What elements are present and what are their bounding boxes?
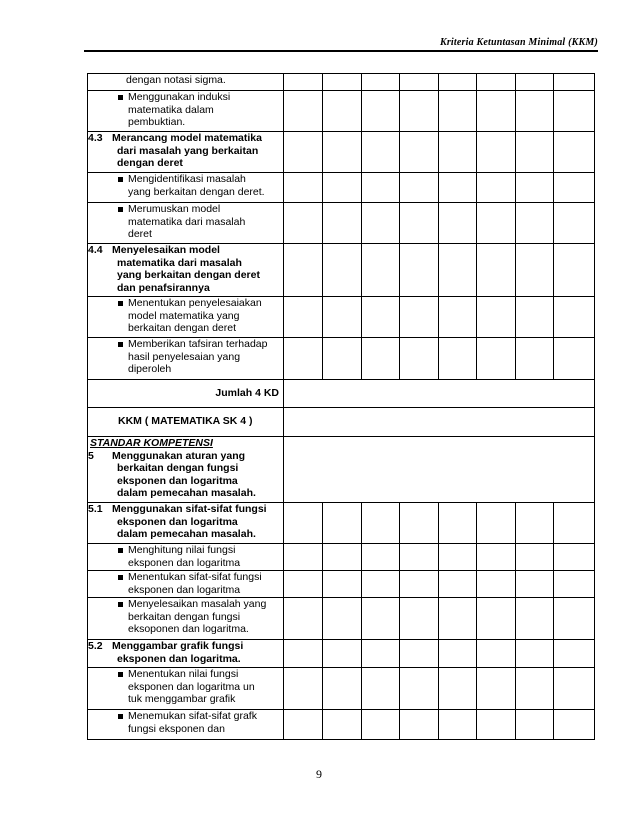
score-cell[interactable] [362, 132, 400, 173]
kkm-table [87, 73, 595, 740]
competency-text: Menggunakan sifat-sifat fungsi [112, 503, 267, 515]
score-cell[interactable] [554, 710, 595, 740]
score-cell[interactable] [362, 710, 400, 740]
indicator-item [88, 571, 284, 598]
jumlah-kd-cell: Jumlah 4 KD [88, 380, 284, 408]
table-row [88, 544, 595, 571]
score-cell[interactable] [477, 668, 516, 710]
score-cell[interactable] [400, 710, 439, 740]
competency-text: Merancang model matematika [112, 132, 262, 144]
score-cell[interactable] [516, 203, 554, 244]
competency-line [88, 487, 283, 500]
indicator-line: pembuktian. [128, 116, 186, 128]
score-cell[interactable] [516, 338, 554, 380]
score-cell[interactable] [554, 173, 595, 203]
score-cell[interactable] [323, 668, 362, 710]
score-cell[interactable] [400, 297, 439, 338]
score-cell[interactable] [516, 297, 554, 338]
competency-text: dalam pemecahan masalah. [117, 487, 256, 499]
kompetensi-dasar-cell [88, 640, 284, 668]
score-cell[interactable] [516, 244, 554, 297]
competency-line [88, 450, 283, 463]
score-cell[interactable] [554, 203, 595, 244]
score-cell[interactable] [477, 74, 516, 91]
table-row [88, 173, 595, 203]
indicator-line: yang berkaitan dengan deret. [128, 185, 265, 198]
score-cell[interactable] [516, 640, 554, 668]
score-cell[interactable] [439, 503, 477, 544]
indicator-text [88, 544, 283, 569]
competency-line [88, 653, 283, 666]
competency-number: 5.1 [88, 503, 103, 515]
score-cell[interactable] [477, 91, 516, 132]
score-cell[interactable] [439, 338, 477, 380]
kkm-table-body [88, 74, 595, 740]
score-cell[interactable] [323, 244, 362, 297]
indicator-line: model matematika yang [128, 309, 240, 322]
score-cell[interactable] [516, 544, 554, 571]
competency-text: eksponen dan logaritma [117, 474, 238, 487]
score-cell[interactable] [400, 338, 439, 380]
indicator-line: tuk menggambar grafik [128, 693, 236, 705]
standar-kompetensi-cell [88, 437, 284, 503]
table-row [88, 203, 595, 244]
indicator-text [88, 668, 283, 706]
score-cell[interactable] [362, 503, 400, 544]
score-cell[interactable] [400, 598, 439, 640]
score-cell[interactable] [477, 132, 516, 173]
indicator-item [88, 668, 284, 710]
indicator-line: Menentukan sifat-sifat fungsi [128, 571, 262, 583]
score-cell[interactable] [400, 244, 439, 297]
score-cell[interactable] [323, 338, 362, 380]
competency-text: Menggunakan aturan yang [112, 449, 246, 462]
indicator-line: eksoponen dan logaritma. [128, 623, 249, 635]
score-cell[interactable] [323, 297, 362, 338]
score-cell[interactable] [284, 297, 323, 338]
score-cell[interactable] [516, 503, 554, 544]
score-cell[interactable] [516, 173, 554, 203]
table-row [88, 132, 595, 173]
score-cell[interactable] [400, 668, 439, 710]
score-cell[interactable] [477, 244, 516, 297]
competency-line [88, 244, 283, 257]
score-cell[interactable] [284, 74, 323, 91]
score-cell[interactable] [554, 668, 595, 710]
score-cell[interactable] [554, 544, 595, 571]
score-cell[interactable] [362, 74, 400, 91]
empty-span-cell [284, 408, 595, 437]
score-cell[interactable] [554, 297, 595, 338]
competency-number: 4.3 [88, 132, 103, 144]
indicator-item [88, 544, 284, 571]
score-cell[interactable] [439, 244, 477, 297]
score-cell[interactable] [439, 173, 477, 203]
competency-line [88, 528, 283, 541]
score-cell[interactable] [516, 132, 554, 173]
table-row [88, 503, 595, 544]
competency-line [88, 157, 283, 170]
indicator-text [88, 203, 283, 241]
score-cell[interactable] [516, 710, 554, 740]
table-row [88, 91, 595, 132]
score-cell[interactable] [439, 132, 477, 173]
competency-line [88, 257, 283, 270]
score-cell[interactable] [516, 74, 554, 91]
indicator-text [88, 297, 283, 335]
indicator-line: berkaitan dengan deret [128, 322, 236, 334]
score-cell[interactable] [323, 571, 362, 598]
score-cell[interactable] [477, 710, 516, 740]
indicator-line: deret [128, 228, 152, 240]
indicator-item [88, 338, 284, 380]
indicator-item [88, 297, 284, 338]
score-cell[interactable] [400, 640, 439, 668]
indicator-line: eksponen dan logaritma [128, 556, 241, 569]
score-cell[interactable] [439, 297, 477, 338]
indicator-item [88, 710, 284, 740]
indicator-line: Menemukan sifat-sifat grafk [128, 710, 257, 722]
competency-text: dari masalah yang berkaitan [117, 144, 259, 157]
competency-line [88, 269, 283, 282]
indicator-line: eksponen dan logaritma un [128, 680, 255, 693]
score-cell[interactable] [477, 297, 516, 338]
score-cell[interactable] [323, 544, 362, 571]
standar-kompetensi-label: STANDAR KOMPETENSI [90, 437, 213, 449]
score-cell[interactable] [323, 598, 362, 640]
indicator-line: dengan notasi sigma. [126, 74, 226, 86]
competency-line [88, 475, 283, 488]
score-cell[interactable] [400, 503, 439, 544]
table-row [88, 710, 595, 740]
score-cell[interactable] [284, 571, 323, 598]
indicator-line: Menggunakan induksi [128, 91, 231, 103]
score-cell[interactable] [400, 132, 439, 173]
score-cell[interactable] [362, 598, 400, 640]
competency-text: matematika dari masalah [117, 256, 242, 269]
score-cell[interactable] [323, 74, 362, 91]
score-cell[interactable] [362, 91, 400, 132]
empty-span-cell [284, 437, 595, 503]
indicator-line: diperoleh [128, 363, 172, 375]
indicator-item [88, 173, 284, 203]
competency-text: Menggambar grafik fungsi [112, 640, 244, 652]
competency-number: 4.4 [88, 244, 103, 256]
table-row [88, 408, 595, 437]
score-cell[interactable] [554, 91, 595, 132]
indicator-text [88, 338, 283, 376]
score-cell[interactable] [362, 173, 400, 203]
competency-text: Menyelesaikan model [112, 244, 220, 256]
score-cell[interactable] [284, 203, 323, 244]
indicator-line: Merumuskan model [128, 203, 221, 215]
indicator-line: Mengidentifikasi masalah [128, 173, 246, 185]
score-cell[interactable] [439, 710, 477, 740]
score-cell[interactable] [284, 598, 323, 640]
score-cell[interactable] [362, 544, 400, 571]
score-cell[interactable] [323, 203, 362, 244]
table-row [88, 297, 595, 338]
score-cell[interactable] [400, 91, 439, 132]
score-cell[interactable] [284, 338, 323, 380]
header-title: Kriteria Ketuntasan Minimal (KKM) [439, 37, 598, 48]
score-cell[interactable] [362, 571, 400, 598]
competency-text: dan penafsirannya [117, 281, 210, 294]
score-cell[interactable] [284, 668, 323, 710]
score-cell[interactable] [554, 244, 595, 297]
kkm-total-cell: KKM ( MATEMATIKA SK 4 ) [88, 408, 284, 437]
indicator-item [88, 598, 284, 640]
score-cell[interactable] [477, 571, 516, 598]
score-cell[interactable] [439, 74, 477, 91]
score-cell[interactable] [516, 668, 554, 710]
score-cell[interactable] [362, 244, 400, 297]
competency-text: dalam pemecahan masalah. [117, 528, 256, 540]
indicator-text [88, 710, 283, 735]
score-cell[interactable] [439, 668, 477, 710]
score-cell[interactable] [362, 338, 400, 380]
score-cell[interactable] [362, 297, 400, 338]
score-cell[interactable] [284, 244, 323, 297]
kompetensi-dasar-cell [88, 132, 284, 173]
kompetensi-dasar-cell [88, 244, 284, 297]
table-row [88, 598, 595, 640]
competency-line [88, 640, 283, 653]
score-cell[interactable] [362, 203, 400, 244]
score-cell[interactable] [323, 132, 362, 173]
page-number: 9 [316, 767, 322, 781]
competency-text: eksponen dan logaritma [117, 515, 238, 528]
score-cell[interactable] [284, 640, 323, 668]
score-cell[interactable] [554, 598, 595, 640]
score-cell[interactable] [554, 74, 595, 91]
score-cell[interactable] [439, 544, 477, 571]
indicator-line: eksponen dan logaritma [128, 583, 241, 596]
score-cell[interactable] [554, 640, 595, 668]
score-cell[interactable] [439, 91, 477, 132]
score-cell[interactable] [477, 338, 516, 380]
indicator-line: Menyelesaikan masalah yang [128, 598, 267, 610]
competency-line [88, 282, 283, 295]
score-cell[interactable] [516, 91, 554, 132]
table-row [88, 380, 595, 408]
score-cell[interactable] [323, 710, 362, 740]
score-cell[interactable] [362, 668, 400, 710]
indicator-line: Memberikan tafsiran terhadap [128, 338, 268, 350]
kompetensi-dasar-cell [88, 503, 284, 544]
score-cell[interactable] [284, 503, 323, 544]
competency-number: 5 [88, 449, 94, 462]
score-cell[interactable] [284, 91, 323, 132]
score-cell[interactable] [323, 91, 362, 132]
score-cell[interactable] [400, 571, 439, 598]
indicator-line: hasil penyelesaian yang [128, 350, 241, 363]
competency-text: berkaitan dengan fungsi [117, 462, 239, 474]
indicator-line: matematika dalam [128, 103, 214, 116]
indicator-line: berkaitan dengan fungsi [128, 610, 241, 623]
competency-line [88, 516, 283, 529]
indicator-text [88, 173, 283, 198]
indicator-line: Menentukan nilai fungsi [128, 668, 239, 680]
score-cell[interactable] [477, 598, 516, 640]
score-cell[interactable] [400, 203, 439, 244]
competency-number: 5.2 [88, 640, 103, 652]
score-cell[interactable] [439, 640, 477, 668]
competency-line [88, 145, 283, 158]
score-cell[interactable] [554, 132, 595, 173]
score-cell[interactable] [323, 173, 362, 203]
score-cell[interactable] [400, 544, 439, 571]
table-row [88, 668, 595, 710]
score-cell[interactable] [477, 173, 516, 203]
table-row [88, 338, 595, 380]
indicator-line: matematika dari masalah [128, 215, 246, 228]
indicator-continuation [88, 74, 284, 91]
score-cell[interactable] [554, 571, 595, 598]
score-cell[interactable] [323, 640, 362, 668]
score-cell[interactable] [323, 503, 362, 544]
score-cell[interactable] [516, 571, 554, 598]
score-cell[interactable] [516, 598, 554, 640]
table-row [88, 640, 595, 668]
score-cell[interactable] [284, 710, 323, 740]
table-row [88, 244, 595, 297]
competency-line [88, 462, 283, 475]
indicator-text [88, 91, 283, 129]
score-cell[interactable] [284, 544, 323, 571]
competency-text: dengan deret [117, 157, 183, 169]
header-rule [84, 50, 598, 52]
competency-text: yang berkaitan dengan deret [117, 269, 260, 281]
indicator-text [88, 598, 283, 636]
indicator-line: Menentukan penyelesaiakan [128, 297, 262, 309]
score-cell[interactable] [477, 503, 516, 544]
indicator-line: Menghitung nilai fungsi [128, 544, 236, 556]
indicator-item [88, 203, 284, 244]
score-cell[interactable] [477, 640, 516, 668]
score-cell[interactable] [400, 74, 439, 91]
indicator-item [88, 91, 284, 132]
competency-line [88, 132, 283, 145]
score-cell[interactable] [362, 640, 400, 668]
score-cell[interactable] [554, 338, 595, 380]
competency-line [88, 503, 283, 516]
competency-text: eksponen dan logaritma. [117, 652, 241, 665]
table-row [88, 571, 595, 598]
empty-span-cell [284, 380, 595, 408]
score-cell[interactable] [554, 503, 595, 544]
score-cell[interactable] [284, 173, 323, 203]
table-row [88, 437, 595, 503]
score-cell[interactable] [477, 203, 516, 244]
score-cell[interactable] [284, 132, 323, 173]
table-row [88, 74, 595, 91]
indicator-line: fungsi eksponen dan [128, 722, 225, 735]
score-cell[interactable] [439, 571, 477, 598]
indicator-text [88, 571, 283, 596]
score-cell[interactable] [400, 173, 439, 203]
score-cell[interactable] [439, 203, 477, 244]
score-cell[interactable] [439, 598, 477, 640]
score-cell[interactable] [477, 544, 516, 571]
